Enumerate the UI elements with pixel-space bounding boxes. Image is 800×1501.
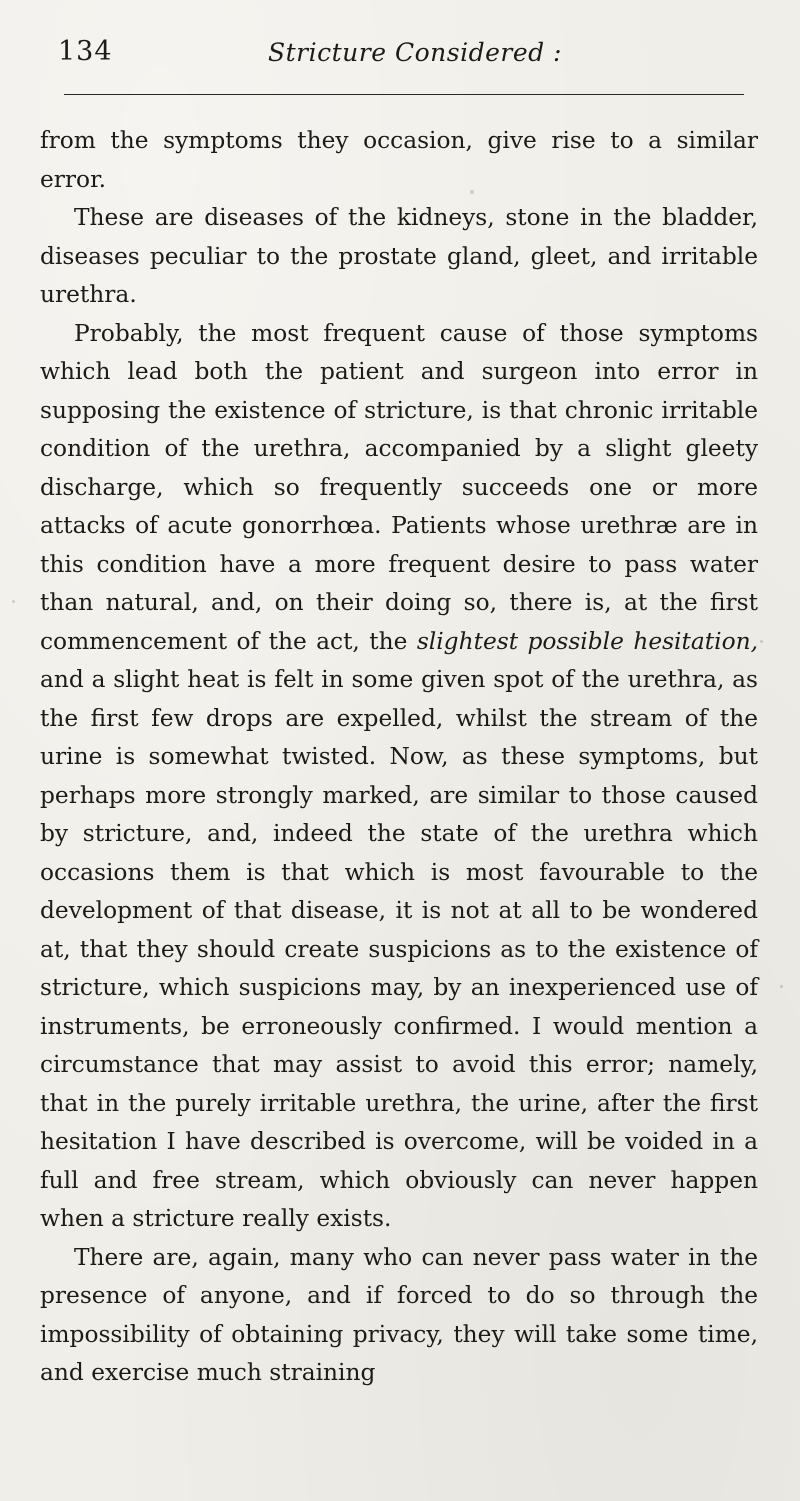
page-number: 134 bbox=[58, 36, 113, 67]
paper-speck bbox=[12, 600, 15, 603]
paragraph-probably-before: Probably, the most frequent cause of those symptoms which lead both the patient and surgeon into error in supposing the existence of stricture, is that chronic irritable condition of the urethra, accompanied by a slight gleety discharge, which so frequently succeeds one or more attacks of acute gonorrhœa. Patients whose urethræ are in this condition have a more frequent desire to pass water than natural, and, on their doing so, there is, at the first commencement of the act, the bbox=[40, 319, 758, 655]
paper-speck bbox=[780, 985, 783, 988]
page-header bbox=[58, 32, 758, 76]
paragraph-presence: There are, again, many who can never pass water in the presence of anyone, and if forced to do so through the impossibility of obtaining privacy, they will take some time, and exercise much straining bbox=[40, 1243, 758, 1386]
paragraph-probably-after: and a slight heat is felt in some given spot of the urethra, as the first few drops are expelled, whilst the stream of the urine is somewhat twisted. Now, as these symptoms, but perhaps more strongly marked, are similar to those caused by stricture, and, indeed the state of the urethra which occasions them is that which is most favourable to the development of that disease, it is not at all to be wondered at, that they should create suspicions as to the existence of stricture, which suspicions may, by an inexperienced use of instruments, be erroneously confirmed. I would mention a circumstance that may assist to avoid this error; namely, that in the purely irritable urethra, the urine, after the first hesitation I have described is overcome, will be voided in a full and free stream, which obviously can never happen when a stricture really exists. bbox=[40, 666, 758, 1232]
running-head: Stricture Considered : bbox=[268, 38, 562, 67]
paper-speck bbox=[470, 190, 474, 194]
paragraph-continuation: from the symptoms they occasion, give rise to a similar error. bbox=[40, 127, 758, 193]
header-rule bbox=[64, 94, 744, 95]
paragraph-diseases: These are diseases of the kidneys, stone in the bladder, diseases peculiar to the prostate gland, gleet, and irritable urethra. bbox=[40, 204, 758, 308]
body-text bbox=[40, 122, 758, 1393]
emphasis-hesitation: slightest possible hesitation, bbox=[416, 627, 759, 655]
paper-speck bbox=[760, 640, 763, 643]
paragraph-probably bbox=[40, 315, 758, 1239]
